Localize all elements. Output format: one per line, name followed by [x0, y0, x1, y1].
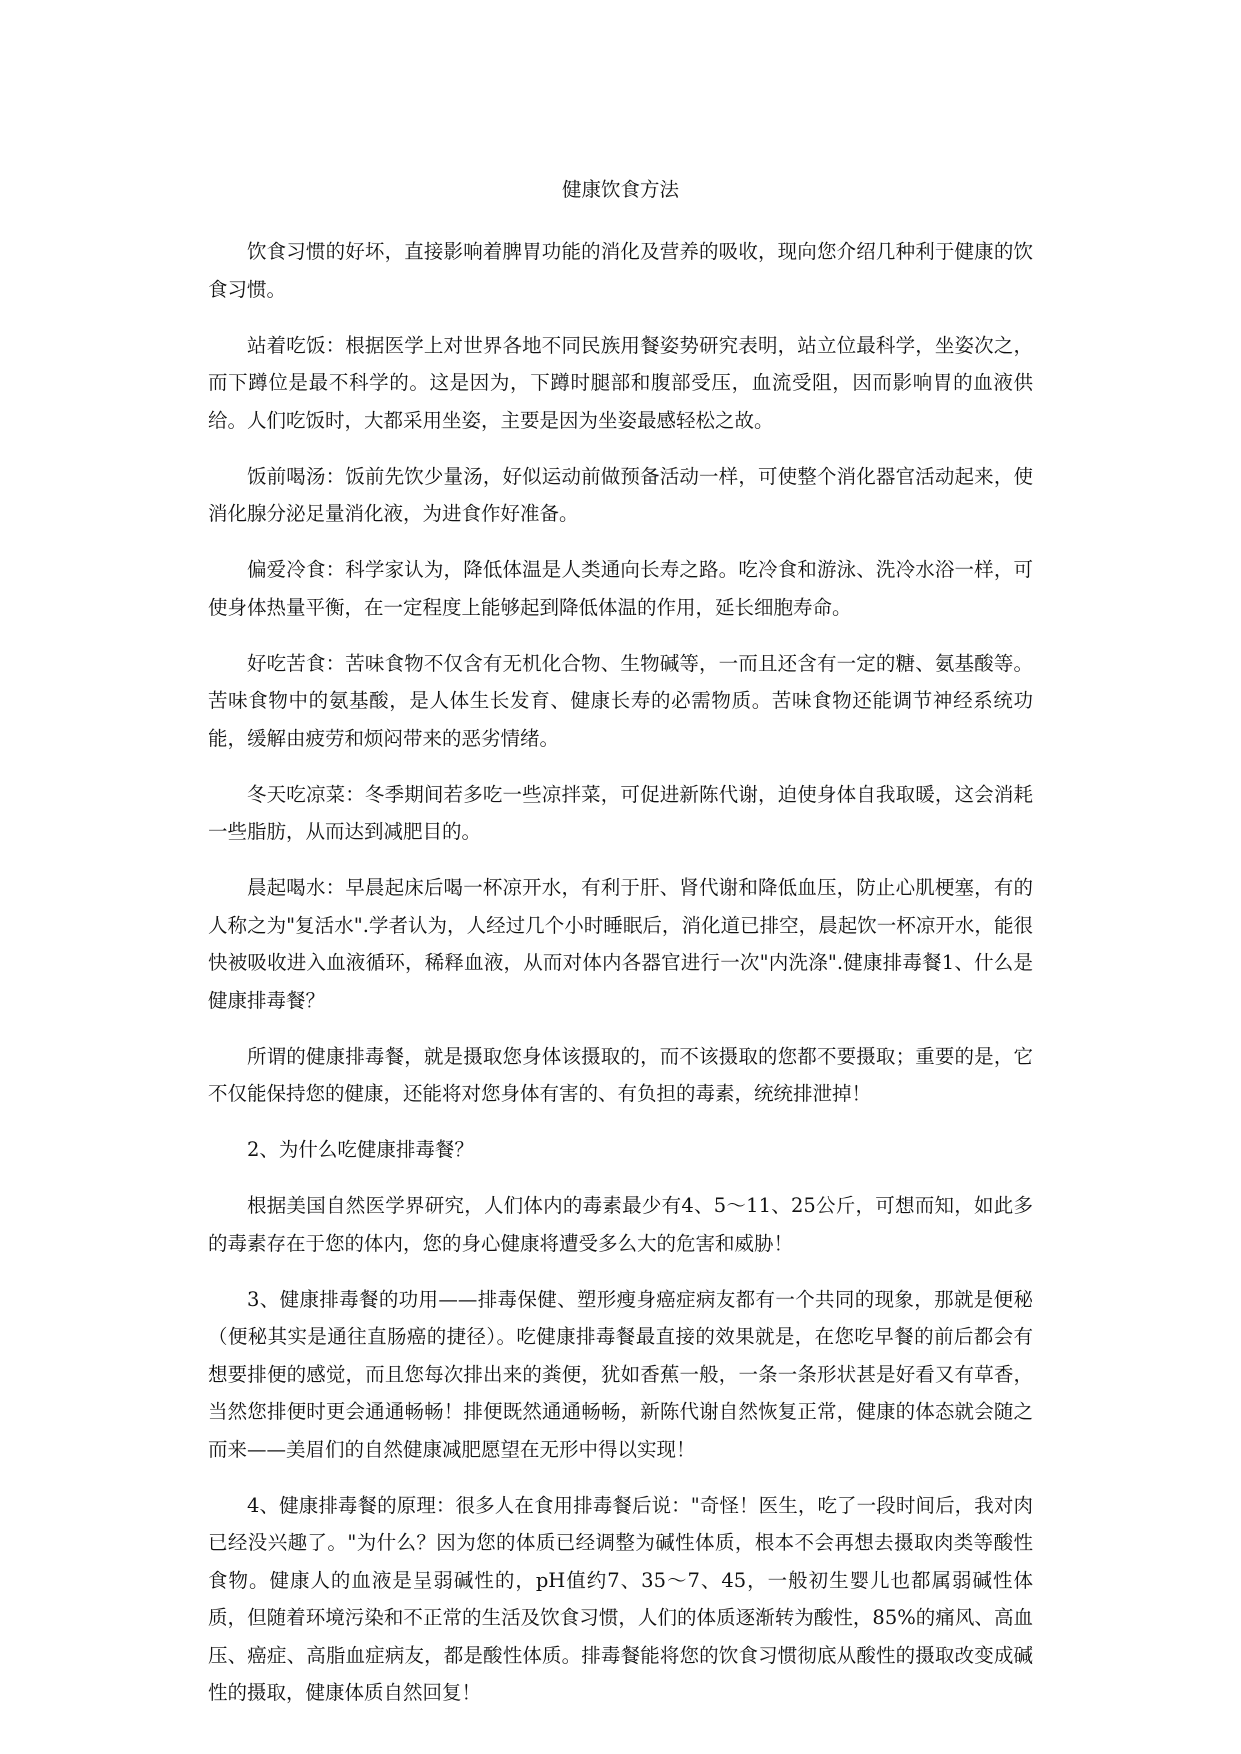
paragraph-detox-benefits: 3、健康排毒餐的功用——排毒保健、塑形瘦身癌症病友都有一个共同的现象，那就是便秘（便秘其实是通往直肠癌的捷径）。吃健康排毒餐最直接的效果就是，在您吃早餐的前后都会有想要排便的感觉，而且您每次排出来的粪便，犹如香蕉一般，一条一条形状甚是好看又有草香，当然您排便时更会通通畅畅！排便既然通通畅畅，新陈代谢自然恢复正常，健康的体态就会随之而来——美眉们的自然健康减肥愿望在无形中得以实现！: [208, 1287, 1033, 1461]
paragraph-why-detox-heading: 2、为什么吃健康排毒餐？: [247, 1138, 474, 1161]
paragraph-morning-water: 晨起喝水：早晨起床后喝一杯凉开水，有利于肝、肾代谢和降低血压，防止心肌梗塞，有的人称之为"复活水".学者认为，人经过几个小时睡眠后，消化道已排空，晨起饮一杯凉开水，能很快被吸收进入血液循环，稀释血液，从而对体内各器官进行一次"内洗涤".健康排毒餐1、什么是健康排毒餐？: [208, 876, 1033, 1012]
paragraph-intro: 饮食习惯的好坏，直接影响着脾胃功能的消化及营养的吸收，现向您介绍几种利于健康的饮食习惯。: [208, 240, 1033, 301]
paragraph-toxin-research: 根据美国自然医学界研究，人们体内的毒素最少有4、5～11、25公斤，可想而知，如此多的毒素存在于您的体内，您的身心健康将遭受多么大的危害和威胁！: [208, 1194, 1033, 1255]
paragraph-soup-before-meal: 饭前喝汤：饭前先饮少量汤，好似运动前做预备活动一样，可使整个消化器官活动起来，使消化腺分泌足量消化液，为进食作好准备。: [208, 464, 1033, 525]
paragraph-cold-food: 偏爱冷食：科学家认为，降低体温是人类通向长寿之路。吃冷食和游泳、洗冷水浴一样，可使身体热量平衡，在一定程度上能够起到降低体温的作用，延长细胞寿命。: [208, 558, 1033, 619]
paragraph-detox-definition: 所谓的健康排毒餐，就是摄取您身体该摄取的，而不该摄取的您都不要摄取；重要的是，它不仅能保持您的健康，还能将对您身体有害的、有负担的毒素，统统排泄掉！: [208, 1044, 1033, 1105]
document-title: 健康饮食方法: [561, 178, 679, 201]
paragraph-detox-principle: 4、健康排毒餐的原理：很多人在食用排毒餐后说："奇怪！医生，吃了一段时间后，我对肉已经没兴趣了。"为什么？因为您的体质已经调整为碱性体质，根本不会再想去摄取肉类等酸性食物。健康人的血液是呈弱碱性的，pH值约7、35～7、45，一般初生婴儿也都属弱碱性体质，但随着环境污染和不正常的生活及饮食习惯，人们的体质逐渐转为酸性，85%的痛风、高血压、癌症、高脂血症病友，都是酸性体质。排毒餐能将您的饮食习惯彻底从酸性的摄取改变成碱性的摄取，健康体质自然回复！: [208, 1493, 1033, 1704]
paragraph-bitter-food: 好吃苦食：苦味食物不仅含有无机化合物、生物碱等，一而且还含有一定的糖、氨基酸等。苦味食物中的氨基酸，是人体生长发育、健康长寿的必需物质。苦味食物还能调节神经系统功能，缓解由疲劳和烦闷带来的恶劣情绪。: [208, 651, 1033, 750]
document-body: [208, 174, 1033, 1730]
paragraph-standing-eating: 站着吃饭：根据医学上对世界各地不同民族用餐姿势研究表明，站立位最科学，坐姿次之，而下蹲位是最不科学的。这是因为，下蹲时腿部和腹部受压，血流受阻，因而影响胃的血液供给。人们吃饭时，大都采用坐姿，主要是因为坐姿最感轻松之故。: [208, 333, 1033, 432]
paragraph-winter-cold-dishes: 冬天吃凉菜：冬季期间若多吃一些凉拌菜，可促进新陈代谢，迫使身体自我取暖，这会消耗一些脂肪，从而达到减肥目的。: [208, 782, 1033, 843]
